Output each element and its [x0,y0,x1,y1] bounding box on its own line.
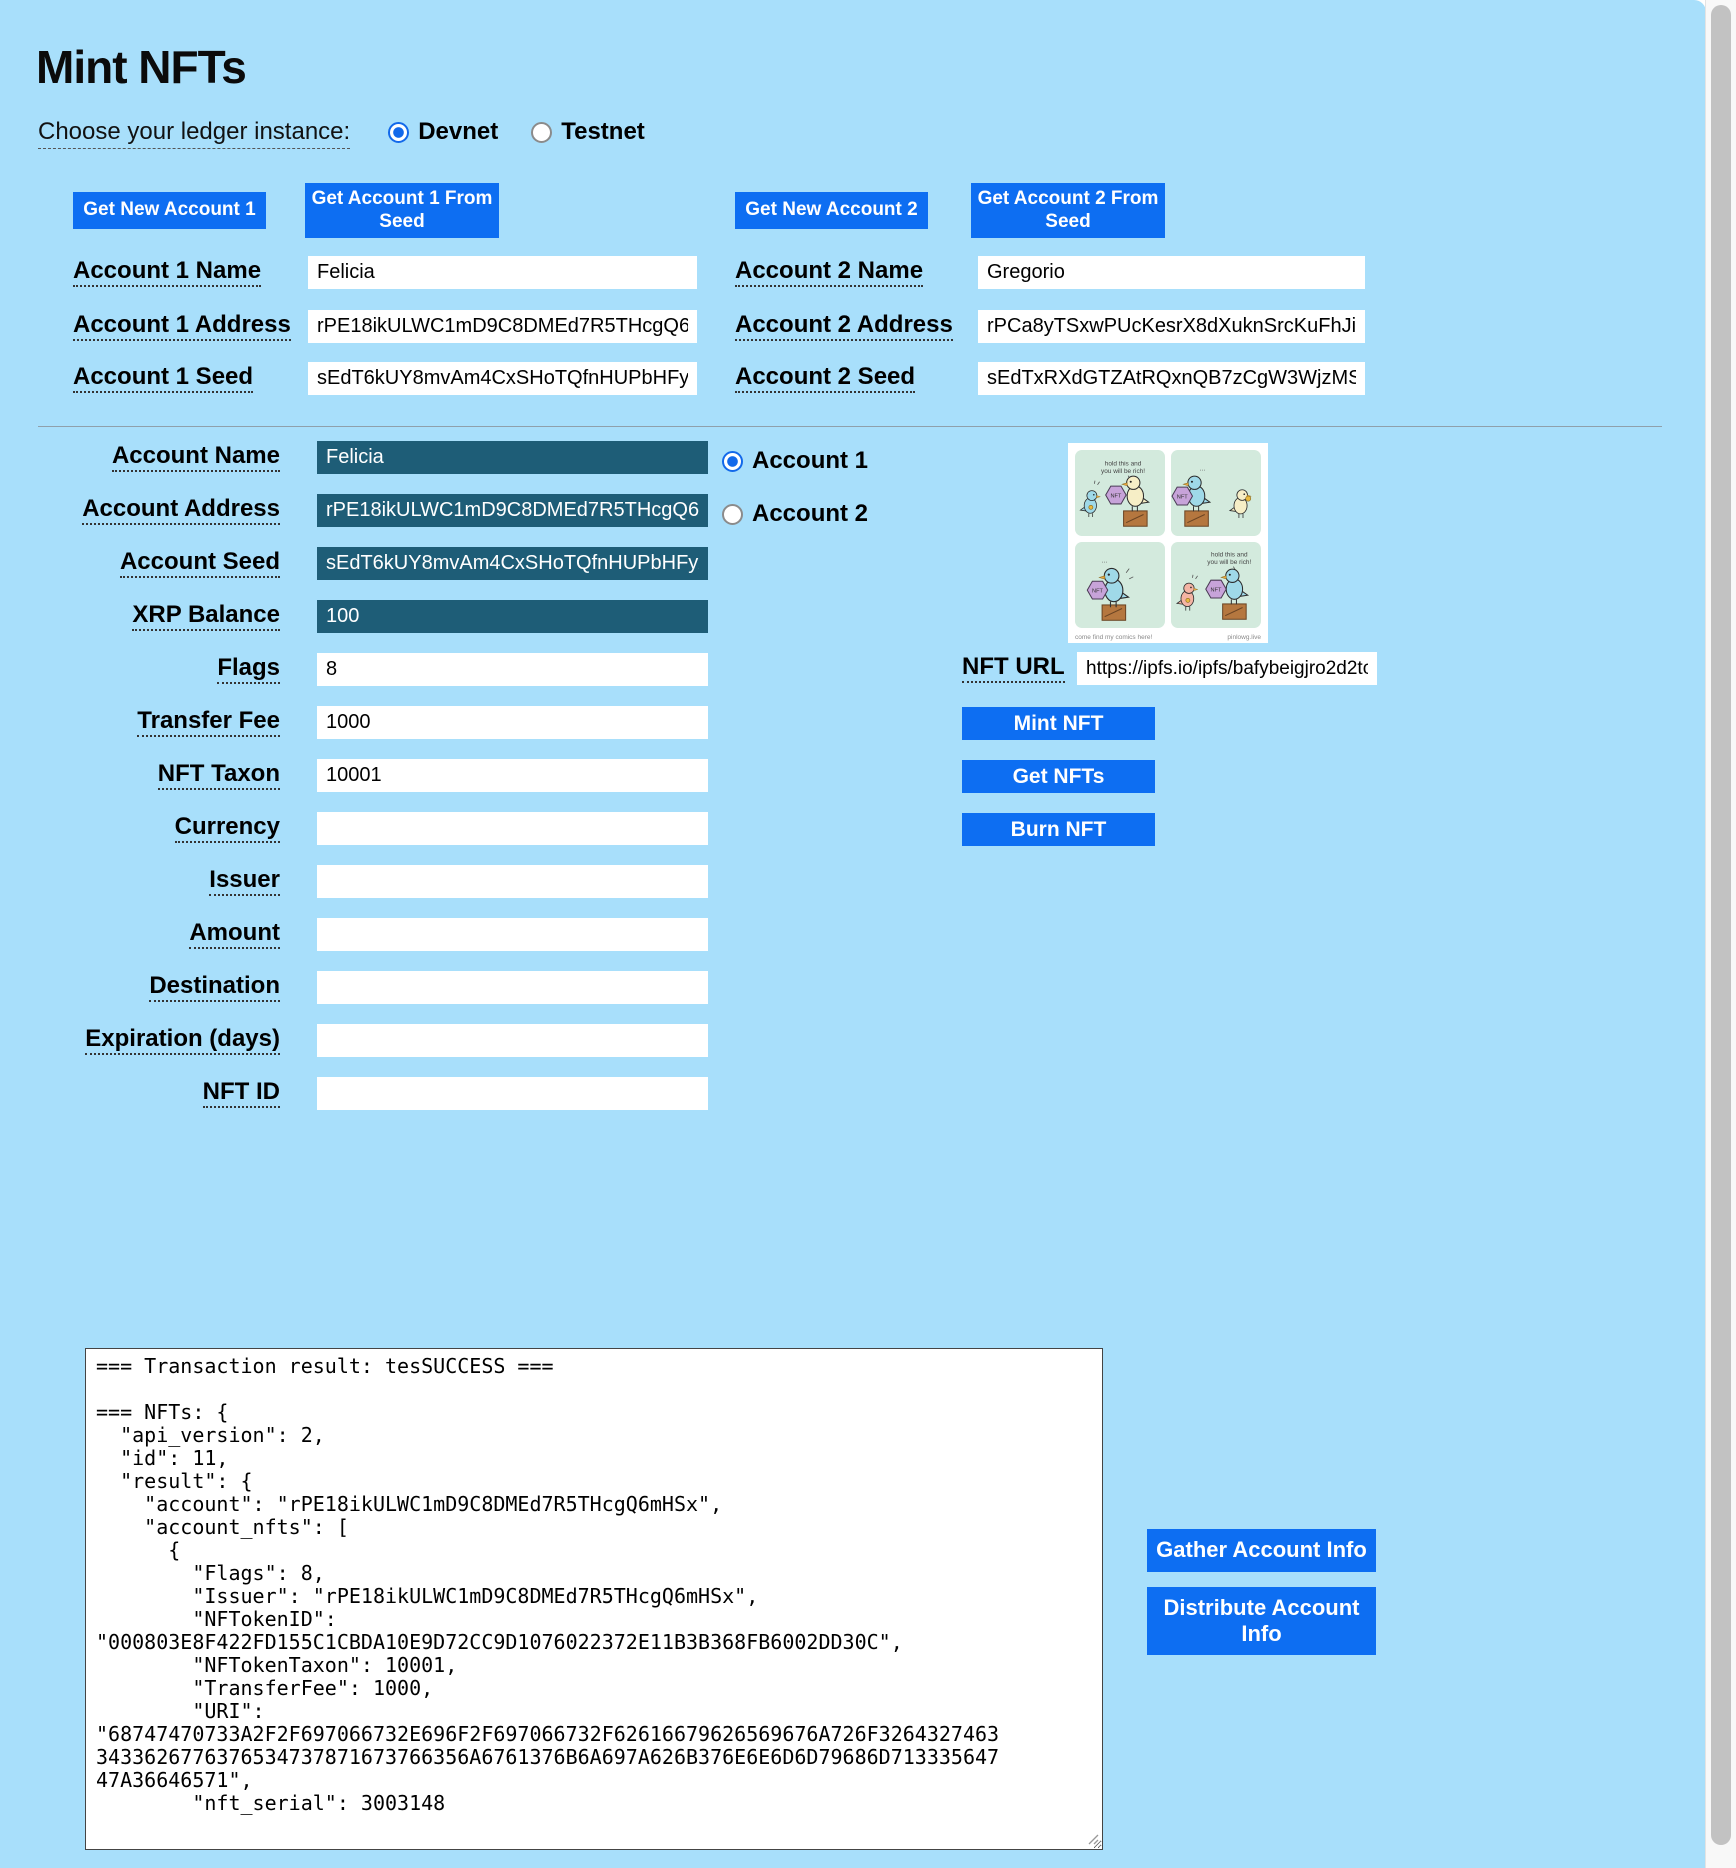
account1-radio[interactable] [722,451,743,472]
account2-name-label: Account 2 Name [735,256,923,289]
section-divider [38,426,1662,427]
svg-text:hold this and: hold this and [1104,460,1142,468]
page-scrollbar[interactable] [1705,0,1736,1868]
flags-input[interactable] [317,653,708,686]
flags-label: Flags [0,653,280,686]
account-name-label: Account Name [0,441,280,474]
nft-url-input[interactable] [1077,652,1377,685]
amount-label: Amount [0,918,280,951]
account2-radio-label: Account 2 [752,500,869,527]
expiration-label: Expiration (days) [0,1024,280,1057]
ledger-instance-label: Choose your ledger instance: [38,118,350,146]
get-account2-from-seed-button[interactable]: Get Account 2 From Seed [971,183,1165,238]
issuer-label: Issuer [0,865,280,898]
account2-address-label: Account 2 Address [735,310,953,343]
comic-panel-4 [1171,542,1261,628]
account1-seed-label: Account 1 Seed [73,362,253,395]
account2-address-input[interactable] [978,310,1365,343]
account1-address-label: Account 1 Address [73,310,291,343]
svg-text:hold this and: hold this and [1211,551,1248,559]
account1-seed-input[interactable] [308,362,697,395]
account2-seed-label: Account 2 Seed [735,362,915,395]
currency-input[interactable] [317,812,708,845]
get-account1-from-seed-button[interactable]: Get Account 1 From Seed [305,183,499,238]
issuer-input[interactable] [317,865,708,898]
account1-name-input[interactable] [308,256,697,289]
destination-input[interactable] [317,971,708,1004]
svg-text:...: ... [1199,464,1206,473]
transaction-results-textarea[interactable] [85,1348,1103,1850]
account-address-field[interactable] [317,494,708,527]
mint-nft-button[interactable]: Mint NFT [962,707,1155,740]
destination-label: Destination [0,971,280,1004]
comic-panel-1 [1075,450,1165,536]
account2-seed-input[interactable] [978,362,1365,395]
get-new-account2-button[interactable]: Get New Account 2 [735,192,928,229]
burn-nft-button[interactable]: Burn NFT [962,813,1155,846]
account2-name-input[interactable] [978,256,1365,289]
nft-url-label: NFT URL [962,652,1065,685]
account1-radio-label: Account 1 [752,447,869,474]
transfer-fee-label: Transfer Fee [0,706,280,739]
comic-footer: come find my comics here! pinlowg.live [1075,634,1261,641]
get-nfts-button[interactable]: Get NFTs [962,760,1155,793]
svg-text:you will be rich!: you will be rich! [1207,559,1252,567]
testnet-label: Testnet [561,118,645,145]
comic-panel-2 [1171,450,1261,536]
nft-preview-image [1068,443,1268,643]
xrp-balance-field[interactable] [317,600,708,633]
svg-text:...: ... [1101,556,1108,565]
svg-text:you will be rich!: you will be rich! [1101,468,1146,476]
account-seed-field[interactable] [317,547,708,580]
distribute-account-info-button[interactable]: Distribute Account Info [1147,1587,1376,1655]
transfer-fee-input[interactable] [317,706,708,739]
account1-address-input[interactable] [308,310,697,343]
nft-taxon-label: NFT Taxon [0,759,280,792]
testnet-option[interactable] [531,118,645,146]
devnet-radio[interactable] [388,122,409,143]
currency-label: Currency [0,812,280,845]
nft-id-input[interactable] [317,1077,708,1110]
devnet-label: Devnet [418,118,499,145]
xrp-balance-label: XRP Balance [0,600,280,633]
page-title: Mint NFTs [36,41,246,93]
account1-name-label: Account 1 Name [73,256,261,289]
expiration-input[interactable] [317,1024,708,1057]
nft-id-label: NFT ID [0,1077,280,1110]
devnet-option[interactable] [388,118,498,146]
testnet-radio[interactable] [531,122,552,143]
account-seed-label: Account Seed [0,547,280,580]
get-new-account1-button[interactable]: Get New Account 1 [73,192,266,229]
gather-account-info-button[interactable]: Gather Account Info [1147,1529,1376,1572]
amount-input[interactable] [317,918,708,951]
account-name-field[interactable] [317,441,708,474]
page-scrollbar-thumb[interactable] [1711,5,1731,1845]
account2-option[interactable] [722,500,868,528]
account2-radio[interactable] [722,504,743,525]
nft-taxon-input[interactable] [317,759,708,792]
account1-option[interactable] [722,447,868,475]
account-address-label: Account Address [0,494,280,527]
comic-panel-3 [1075,542,1165,628]
